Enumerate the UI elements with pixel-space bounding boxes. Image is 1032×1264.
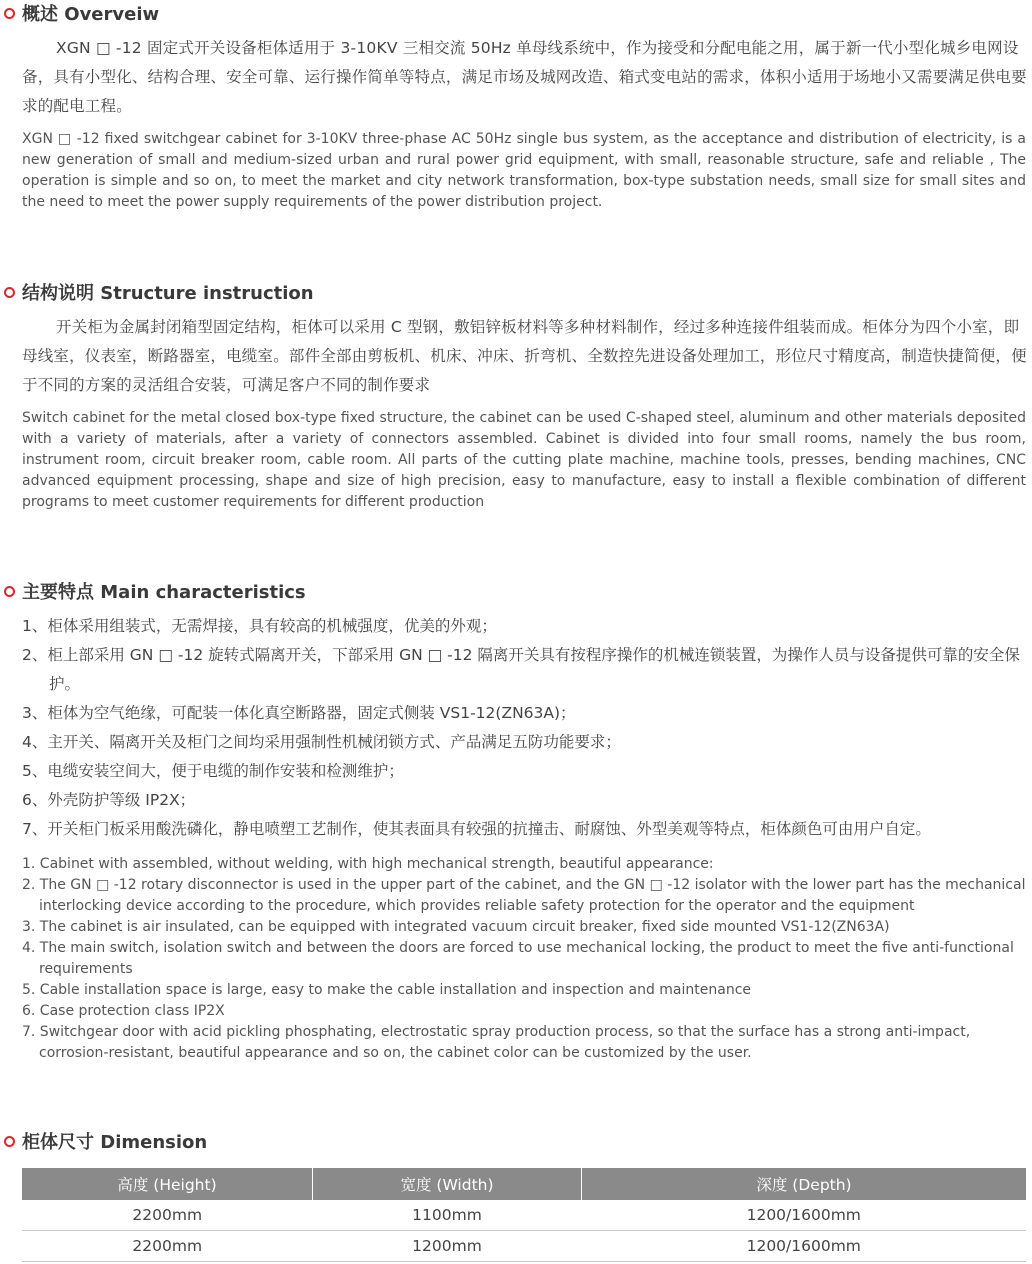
section-title-characteristics xyxy=(4,578,306,604)
table-row xyxy=(22,1231,1026,1262)
list-item: 4、主开关、隔离开关及柜门之间均采用强制性机械闭锁方式、产品满足五防功能要求； xyxy=(22,733,621,751)
overview-en-text: XGN □ -12 fixed switchgear cabinet for 3-10KV three-phase AC 50Hz single bus system, as the acceptance and distribution of electricity, is a new generation of small and medium-sized urban and rural power grid equipment, with small, reasonable structure, safe and reliable , The operation is simple and so on, to meet the market and city network transformation, box-type substation needs, small size for small sites and the need to meet the power supply requirements of the power distribution project. xyxy=(22,131,1026,210)
cell-depth: 1200/1600mm xyxy=(582,1200,1027,1231)
list-item: 5、电缆安装空间大，便于电缆的制作安装和检测维护； xyxy=(22,762,404,780)
list-item: 5. Cable installation space is large, easy to make the cable installation and inspection and maintenance xyxy=(22,982,752,998)
dimension-table xyxy=(22,1168,1026,1262)
list-item: 2. The GN □ -12 rotary disconnector is used in the upper part of the cabinet, and the GN □ -12 isolator with the lower part has the mechanical interlocking device according to the procedure, which provides reliable safety protection for the operator and the equipment xyxy=(22,877,1026,914)
list-item: 2、柜上部采用 GN □ -12 旋转式隔离开关，下部采用 GN □ -12 隔离开关具有按程序操作的机械连锁装置，为操作人员与设备提供可靠的安全保护。 xyxy=(22,646,1020,693)
section-title-dimension xyxy=(4,1128,207,1154)
cell-height: 2200mm xyxy=(22,1231,313,1262)
cell-height: 2200mm xyxy=(22,1200,313,1231)
characteristics-title: 主要特点 Main characteristics xyxy=(22,582,306,603)
bullet-circle-icon xyxy=(4,287,15,298)
list-item: 6. Case protection class IP2X xyxy=(22,1003,225,1019)
dimension-title: 柜体尺寸 Dimension xyxy=(22,1132,208,1153)
list-item: 1、柜体采用组装式，无需焊接，具有较高的机械强度，优美的外观； xyxy=(22,617,497,635)
list-item: 3、柜体为空气绝缘，可配装一体化真空断路器，固定式侧装 VS1-12(ZN63A)； xyxy=(22,704,576,722)
bullet-circle-icon xyxy=(4,586,15,597)
list-item: 4. The main switch, isolation switch and between the doors are forced to use mechanical locking, the product to meet the five anti-functional requirements xyxy=(22,940,1014,977)
overview-title: 概述 Overveiw xyxy=(22,4,160,25)
characteristics-cn-list xyxy=(22,612,1028,844)
characteristics-en-list xyxy=(22,854,1026,1064)
list-item: 6、外壳防护等级 IP2X； xyxy=(22,791,196,809)
table-header-row xyxy=(22,1168,1026,1200)
structure-cn-text: 开关柜为金属封闭箱型固定结构，柜体可以采用 C 型钢，敷铝锌板材料等多种材料制作，经过多种连接件组装而成。柜体分为四个小室，即母线室，仪表室，断路器室，电缆室。部件全部由剪板机、机床、冲床、折弯机、全数控先进设备处理加工，形位尺寸精度高，制造快捷简便，便于不同的方案的灵活组合安装，可满足客户不同的制作要求 xyxy=(22,318,1027,394)
cell-width: 1100mm xyxy=(313,1200,582,1231)
header-height: 高度 (Height) xyxy=(22,1168,313,1200)
header-width: 宽度 (Width) xyxy=(313,1168,582,1200)
list-item: 7. Switchgear door with acid pickling phosphating, electrostatic spray production process, so that the surface has a strong anti-impact, corrosion-resistant, beautiful appearance and so on, the cabinet color can be customized by the user. xyxy=(22,1024,971,1061)
cell-depth: 1200/1600mm xyxy=(582,1231,1027,1262)
bullet-circle-icon xyxy=(4,1136,15,1147)
cell-width: 1200mm xyxy=(313,1231,582,1262)
list-item: 1. Cabinet with assembled, without welding, with high mechanical strength, beautiful appearance: xyxy=(22,856,714,872)
overview-cn-text: XGN □ -12 固定式开关设备柜体适用于 3-10KV 三相交流 50Hz 单母线系统中，作为接受和分配电能之用，属于新一代小型化城乡电网设备，具有小型化、结构合理、安全可靠、运行操作简单等特点，满足市场及城网改造、箱式变电站的需求，体积小适用于场地小又需要满足供电要求的配电工程。 xyxy=(22,39,1027,115)
header-depth: 深度 (Depth) xyxy=(582,1168,1027,1200)
bullet-circle-icon xyxy=(4,8,15,19)
list-item: 7、开关柜门板采用酸洗磷化，静电喷塑工艺制作，使其表面具有较强的抗撞击、耐腐蚀、外型美观等特点，柜体颜色可由用户自定。 xyxy=(22,820,931,838)
structure-title: 结构说明 Structure instruction xyxy=(22,283,314,304)
table-row xyxy=(22,1200,1026,1231)
section-title-overview xyxy=(4,0,159,26)
list-item: 3. The cabinet is air insulated, can be equipped with integrated vacuum circuit breaker, fixed side mounted VS1-12(ZN63A) xyxy=(22,919,890,935)
structure-en-text: Switch cabinet for the metal closed box-type fixed structure, the cabinet can be used C-shaped steel, aluminum and other materials deposited with a variety of materials, after a variety of connectors assembled. Cabinet is divided into four small rooms, namely the bus room, instrument room, circuit breaker room, cable room. All parts of the cutting plate machine, machine tools, presses, bending machines, CNC advanced equipment processing, shape and size of high precision, easy to manufacture, easy to install a flexible combination of different programs to meet customer requirements for different production xyxy=(22,410,1026,510)
section-title-structure xyxy=(4,279,314,305)
